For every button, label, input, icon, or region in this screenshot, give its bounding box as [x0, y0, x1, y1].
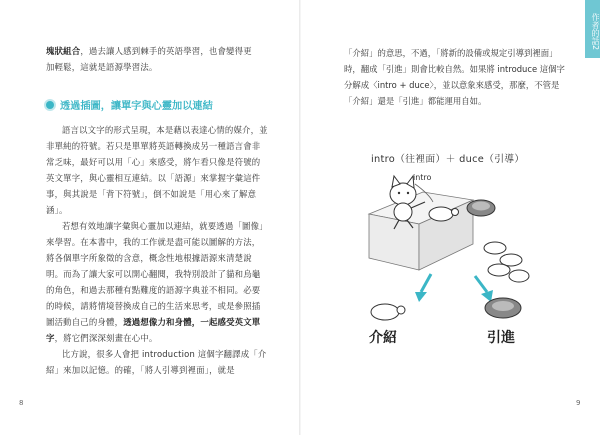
intro-bold: 塊狀組合	[46, 46, 81, 56]
paragraph-2	[46, 218, 268, 346]
intro-line2: 加輕鬆，這就是語源學習法。	[46, 62, 158, 72]
paragraph-3: 比方說，很多人會把 introduction 這個字翻譯成「介紹」來加以記憶。的確，「將人引導到裡面」，就是	[46, 349, 267, 375]
heading-text: 透過插圖，讓單字與心靈加以連結	[60, 101, 213, 112]
page-number-right: 9	[576, 399, 581, 407]
page-number-left: 8	[19, 399, 24, 407]
intro-paragraph	[46, 43, 268, 75]
intro-duce-illustration	[363, 166, 563, 346]
right-paragraph-text: 「介紹」的意思，不過，「將新的設備或規定引導到裡面」時，翻成「引進」則會比較自然。如果將 introduce 這個字分解成〈intro + duce〉，並以意象來感受，那麼，不管是「介紹」還是「引進」都能運用自如。	[344, 48, 565, 106]
right-paragraph	[344, 45, 566, 109]
paragraph-2-bold: 透過想像力和身體，一起感受英文單字	[46, 317, 261, 343]
paragraph-2-start: 若想有效地讓字彙與心靈加以連結，就要透過「圖像」來學習。在本書中，我的工作就是盡可能以圖解的方法，將各個單字所象徵的含意，概念性地根據語源來清楚說明。而為了讓大家可以開心翻閱，我特別設計了貓和烏龜的角色，和過去那種有點難度的語源字典並不相同。必要的時候，請將情境替換成自己的生活來思考，或是參照插圖活動自己的身體，	[46, 221, 268, 327]
intro-rest: ，過去讓人感到棘手的英語學習，也會變得更	[80, 46, 252, 56]
turtle-group	[484, 242, 529, 282]
section-heading	[46, 100, 276, 114]
arrow-left	[421, 274, 431, 292]
caption-import: 引進	[487, 330, 515, 346]
caption-introduce: 介紹	[369, 330, 397, 346]
heading-bullet-icon	[46, 101, 54, 109]
paragraph-1: 語言以文字的形式呈現，本是藉以表達心情的媒介，並非單純的符號。若只是單單將英語轉換成另一種語言會非常乏味，最好可以用「心」來感受，將乍看只像是符號的英文單字，與心靈相互連結。以「語源」來掌握字彙這件事，與其說是「背下符號」，倒不如說是「用心來了解意涵」。	[46, 125, 268, 215]
formula: intro（往裡面）＋ duce（引導）	[371, 154, 525, 165]
robot-vacuum-bottom	[485, 298, 521, 318]
turtle-introduce	[371, 304, 405, 320]
paragraph-2-end: ，將它們深深刻畫在心中。	[54, 333, 158, 343]
section-tab: 作者的話2	[585, 0, 600, 58]
intro-label: intro	[413, 173, 432, 182]
arrow-right	[475, 276, 487, 292]
robot-vacuum	[467, 200, 495, 216]
body-text	[46, 122, 268, 378]
right-page	[301, 0, 600, 435]
